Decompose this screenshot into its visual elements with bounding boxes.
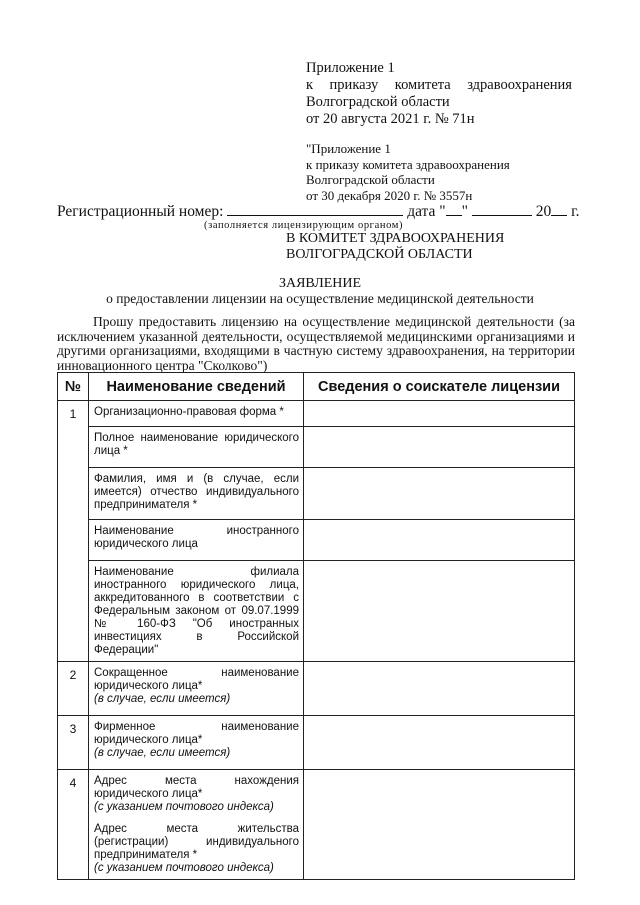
- row-number: 4: [58, 770, 89, 880]
- date-label: дата ": [407, 203, 446, 220]
- applicant-value-field[interactable]: [304, 401, 575, 427]
- date-year-field[interactable]: [551, 202, 567, 216]
- table-row: [58, 401, 575, 427]
- header-info-name: Наименование сведений: [89, 373, 304, 401]
- table-row: [58, 427, 575, 468]
- row-label-cell: [89, 662, 304, 716]
- table-row: [58, 468, 575, 520]
- row-label-cell: [89, 770, 304, 880]
- appendix-previous: [306, 141, 510, 203]
- header-applicant-info: Сведения о соискателе лицензии: [304, 373, 575, 401]
- row-label: Фамилия, имя и (в случае, если имеется) отчество индивидуального предпринимателя *: [89, 468, 304, 520]
- appendix-current: [306, 60, 572, 128]
- row-label: Адрес места нахождения юридического лица*: [94, 775, 299, 800]
- table-row: [58, 662, 575, 716]
- row-note: (с указанием почтового индекса): [94, 801, 274, 813]
- addressee-line1: В КОМИТЕТ ЗДРАВООХРАНЕНИЯ: [286, 231, 505, 246]
- registration-number-field[interactable]: [227, 202, 403, 216]
- date-quote: ": [461, 203, 468, 220]
- applicant-value-field[interactable]: [304, 716, 575, 770]
- applicant-value-field[interactable]: [304, 427, 575, 468]
- applicant-value-field[interactable]: [304, 662, 575, 716]
- table-header-row: [58, 373, 575, 401]
- applicant-value-field[interactable]: [304, 770, 575, 880]
- table-row: [58, 520, 575, 561]
- row-label: Наименование филиала иностранного юридического лица, аккредитованного в соответствии с Федеральным законом от 09.07.1999 № 160-ФЗ "Об иностранных инвестициях в Российской Федерации": [89, 561, 304, 662]
- statement-title: ЗАЯВЛЕНИЕ: [278, 276, 362, 291]
- application-table: [57, 372, 575, 880]
- appendix-word: приказу: [329, 77, 379, 93]
- registration-hint: (заполняется лицензирующим органом): [204, 220, 404, 231]
- row-label-cell: [89, 716, 304, 770]
- appendix-previous-line2: к приказу комитета здравоохранения: [306, 156, 510, 172]
- row-number: 2: [58, 662, 89, 716]
- appendix-previous-line1: "Приложение 1: [306, 141, 391, 156]
- row-label: Фирменное наименование юридического лица*: [94, 721, 299, 746]
- addressee-line2: ВОЛГОГРАДСКОЙ ОБЛАСТИ: [286, 247, 473, 262]
- table-row: [58, 561, 575, 662]
- applicant-value-field[interactable]: [304, 561, 575, 662]
- registration-label: Регистрационный номер:: [57, 203, 224, 220]
- appendix-current-line2: [306, 77, 572, 94]
- row-label: Наименование иностранного юридического лица: [89, 520, 304, 561]
- appendix-word: к: [306, 77, 314, 93]
- statement-subtitle: о предоставлении лицензии на осуществление медицинской деятельности: [106, 291, 534, 306]
- row-note: (в случае, если имеется): [94, 747, 231, 759]
- applicant-value-field[interactable]: [304, 520, 575, 561]
- date-year-prefix: 20: [535, 203, 552, 220]
- row-label: Полное наименование юридического лица *: [89, 427, 304, 468]
- addressee: [286, 231, 504, 263]
- row-note-secondary: (с указанием почтового индекса): [94, 862, 274, 874]
- registration-line: [57, 202, 580, 221]
- appendix-current-line1: Приложение 1: [306, 60, 395, 76]
- date-day-field[interactable]: [446, 202, 462, 216]
- row-note: (в случае, если имеется): [94, 693, 231, 705]
- date-year-suffix: г.: [571, 203, 580, 220]
- appendix-previous-line3: Волгоградской области: [306, 172, 435, 187]
- applicant-value-field[interactable]: [304, 468, 575, 520]
- appendix-previous-line4: от 30 декабря 2020 г. № 3557н: [306, 187, 473, 203]
- intro-paragraph: Прошу предоставить лицензию на осуществление медицинской деятельности (за исключением указанной деятельности, осуществляемой медицинскими организациями и другими организациями, входящими в частную систему здравоохранения, на территории инновационного центра "Сколково"): [57, 314, 575, 373]
- row-label: Организационно-правовая форма *: [89, 401, 304, 427]
- date-month-field[interactable]: [472, 202, 532, 216]
- row-label-secondary: Адрес места жительства (регистрации) индивидуального предпринимателя *: [94, 823, 299, 861]
- row-number: 3: [58, 716, 89, 770]
- table-row: [58, 716, 575, 770]
- appendix-word: здравоохранения: [467, 77, 572, 93]
- appendix-current-line3: Волгоградской области: [306, 94, 450, 110]
- row-number: 1: [58, 401, 89, 662]
- header-number: №: [58, 373, 89, 401]
- row-label: Сокращенное наименование юридического лица*: [94, 667, 299, 692]
- table-row: [58, 770, 575, 880]
- appendix-current-line4: от 20 августа 2021 г. № 71н: [306, 111, 475, 127]
- appendix-word: комитета: [394, 77, 451, 93]
